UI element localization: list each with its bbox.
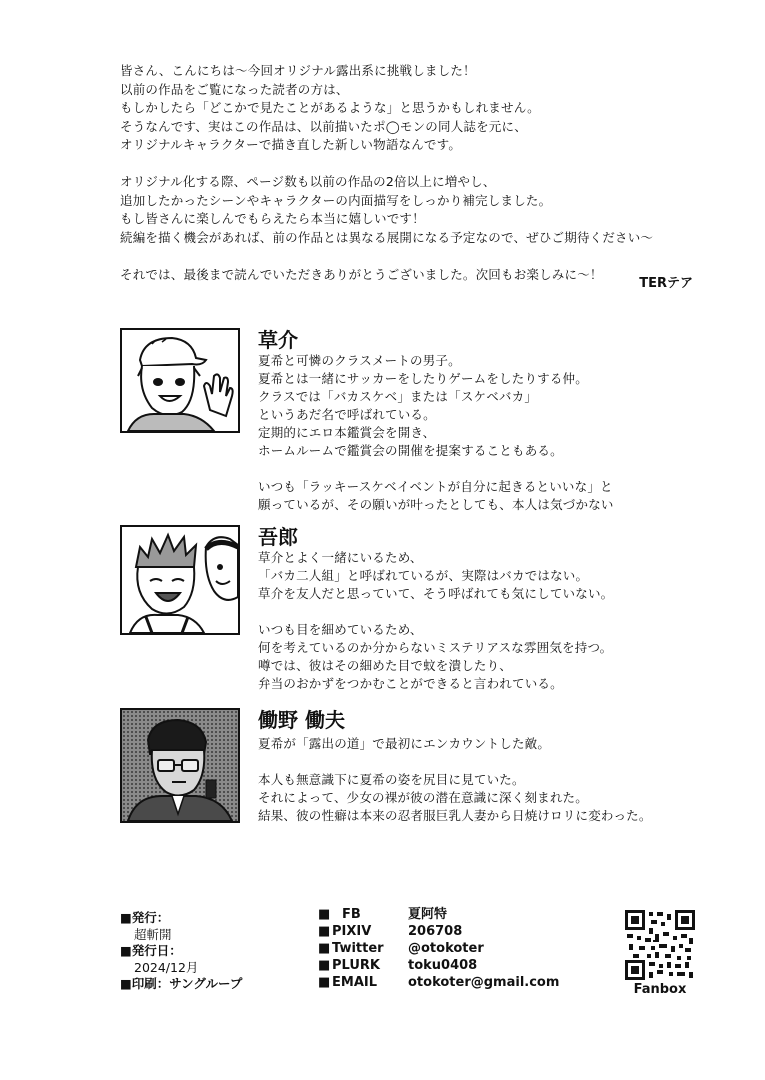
fanbox-qr-code[interactable] (625, 910, 695, 980)
description-line: 本人も無意識下に夏希の姿を尻目に見ていた。 (258, 772, 525, 787)
contact-value: toku0408 (408, 958, 478, 973)
publisher-name: 超斬開 (134, 926, 172, 942)
paragraph-gap (258, 753, 652, 771)
afterword-line: 続編を描く機会があれば、前の作品とは異なる展開になる予定なので、ぜひご期待ください〜 (120, 229, 654, 245)
bullet-square: ■ (318, 958, 331, 973)
portrait-goro (120, 525, 240, 635)
bullet-square: ■ (318, 975, 331, 990)
description-line: 弁当のおかずをつかむことができると言われている。 (258, 676, 563, 691)
contact-row-plurk (318, 957, 559, 974)
description-line: 夏希が「露出の道」で最初にエンカウントした敵。 (258, 736, 551, 751)
contact-label: FB (342, 907, 361, 922)
character-name: 吾郎 (258, 525, 298, 549)
description-line: 夏希と可憐のクラスメートの男子。 (258, 353, 461, 368)
contact-row-pixiv (318, 923, 559, 940)
publish-date: 2024/12月 (134, 959, 199, 975)
printer-label: ■印刷：サングループ (120, 976, 243, 991)
description-line: ホームルームで鑑賞会の開催を提案することもある。 (258, 443, 563, 458)
qr-label: Fanbox (633, 982, 687, 997)
afterword-line: それでは、最後まで読んでいただきありがとうございました。次回もお楽しみに〜！ (120, 266, 603, 282)
paragraph-gap (258, 460, 614, 478)
contact-label: PLURK (332, 958, 380, 973)
afterword-line: もし皆さんに楽しんでもらえたら本当に嬉しいです！ (120, 211, 425, 226)
description-line: いつも「ラッキースケベイベントが自分に起きるといいな」と (258, 479, 613, 494)
description-line: クラスでは「バカスケベ」または「スケベバカ」 (258, 389, 538, 404)
paragraph-gap (120, 155, 700, 174)
colophon (120, 910, 242, 993)
character-profile-sousuke (120, 328, 720, 512)
description-line: というあだ名で呼ばれている。 (258, 407, 436, 422)
afterword-line: 追加したかったシーンやキャラクターの内面描写をしっかり補完しました。 (120, 192, 552, 208)
character-description (258, 735, 652, 825)
smiling-boy-illustration (122, 527, 238, 633)
publish-date-label: ■発行日： (120, 943, 182, 958)
description-line: 何を考えているのか分からないミステリアスな雰囲気を持つ。 (258, 640, 613, 655)
afterword-line: そうなんです、実はこの作品は、以前描いたポ◯モンの同人誌を元に、 (120, 118, 527, 134)
contact-label: EMAIL (332, 975, 377, 990)
character-profile-goro (120, 525, 720, 691)
boy-with-cap-illustration (122, 330, 238, 431)
paragraph-gap (258, 603, 613, 621)
afterword (120, 62, 700, 284)
contact-value: 夏阿特 (408, 907, 448, 922)
description-line: 草介を友人だと思っていて、そう呼ばれても気にしていない。 (258, 586, 614, 601)
afterword-line: 皆さん、こんにちは〜今回オリジナル露出系に挑戦しました！ (120, 63, 476, 78)
bullet-square: ■ (318, 907, 331, 922)
description-line: 噂では、彼はその細めた目で蚊を潰したり、 (258, 658, 513, 673)
man-with-glasses-illustration (122, 710, 238, 821)
description-line: それによって、少女の裸が彼の潜在意識に深く刻まれた。 (258, 790, 588, 805)
description-line: 結果、彼の性癖は本来の忍者服巨乳人妻から日焼けロリに変わった。 (258, 808, 652, 823)
character-description (258, 549, 613, 693)
character-name: 草介 (258, 328, 298, 352)
description-line: 「バカ二人組」と呼ばれているが、実際はバカではない。 (258, 568, 589, 583)
contact-list (318, 906, 559, 991)
character-name: 働野 働夫 (258, 708, 345, 732)
paragraph-gap (120, 247, 700, 266)
bullet-square: ■ (318, 941, 331, 956)
publisher-label: ■発行： (120, 910, 170, 925)
portrait-sousuke (120, 328, 240, 433)
afterword-line: オリジナルキャラクターで描き直した新しい物語なんです。 (120, 137, 462, 152)
description-line: いつも目を細めているため、 (258, 622, 423, 637)
contact-row-email (318, 974, 559, 991)
contact-label: Twitter (332, 941, 384, 956)
contact-label: PIXIV (332, 924, 372, 939)
afterword-line: 以前の作品をご覧になった読者の方は、 (120, 81, 349, 97)
afterword-line: オリジナル化する際、ページ数も以前の作品の2倍以上に増やし、 (120, 174, 496, 189)
description-line: 願っているが、その願いが叶ったとしても、本人は気づかない (258, 497, 614, 512)
portrait-hatarakino (120, 708, 240, 823)
author-signature: TERテア (639, 276, 693, 291)
contact-row-twitter (318, 940, 559, 957)
character-profile-hatarakino (120, 708, 720, 828)
contact-row-fb (318, 906, 559, 923)
contact-value: otokoter@gmail.com (408, 975, 560, 990)
afterword-line: もしかしたら「どこかで見たことがあるような」と思うかもしれません。 (120, 100, 540, 115)
description-line: 定期的にエロ本鑑賞会を開き、 (258, 425, 436, 440)
contact-value: @otokoter (408, 941, 484, 956)
description-line: 草介とよく一緒にいるため、 (258, 550, 423, 565)
character-description (258, 352, 614, 514)
bullet-square: ■ (318, 924, 331, 939)
description-line: 夏希とは一緒にサッカーをしたりゲームをしたりする仲。 (258, 371, 588, 386)
contact-value: 206708 (408, 924, 463, 939)
